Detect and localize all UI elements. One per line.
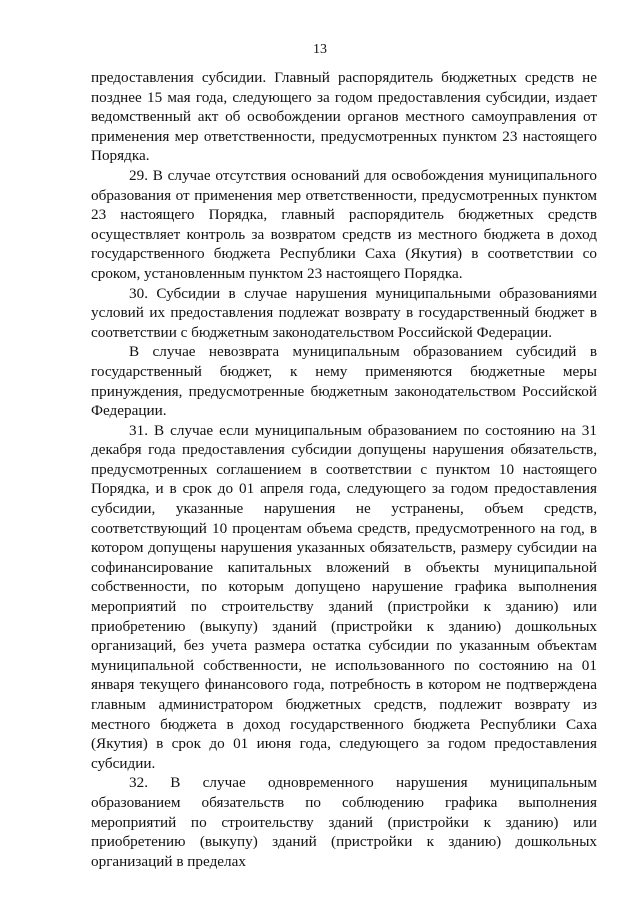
document-body bbox=[91, 68, 597, 871]
paragraph-32: 32. В случае одновременного нарушения муниципальным образованием обязательств по соблюдению графика выполнения мероприятий по строительству зданий (пристройки к зданию) или приобретению (выкупу) зданий (пристройки к зданию) дошкольных организаций в пределах bbox=[91, 774, 597, 870]
paragraph-31: 31. В случае если муниципальным образованием по состоянию на 31 декабря года предоставления субсидии допущены нарушения обязательств, предусмотренных соглашением в соответствии с пунктом 10 настоящего Порядка, и в срок до 01 апреля года, следующего за годом предоставления субсидии, указанные нарушения не устранены, объем средств, соответствующий 10 процентам объема средств, предусмотренного на год, в котором допущены нарушения указанных обязательств, размеру субсидии на софинансирование капитальных вложений в объекты муниципальной собственности, по которым допущено нарушение графика выполнения мероприятий по строительству зданий (пристройки к зданию) или приобретению (выкупу) зданий (пристройки к зданию) дошкольных организаций, без учета размера остатка субсидии по указанным объектам муниципальной собственности, не использованного по состоянию на 01 января текущего финансового года, потребность в котором не подтверждена главным администратором бюджетных средств, подлежит возврату из местного бюджета в доход государственного бюджета Республики Саха (Якутия) в срок до 01 июня года, следующего за годом предоставления субсидии. bbox=[91, 421, 597, 772]
page-number: 13 bbox=[313, 42, 327, 57]
paragraph-30: 30. Субсидии в случае нарушения муниципальными образованиями условий их предоставления подлежат возврату в государственный бюджет в соответствии с бюджетным законодательством Российской Федерации. bbox=[91, 284, 597, 341]
paragraph-non-return: В случае невозврата муниципальным образованием субсидий в государственный бюджет, к нему применяются бюджетные меры принуждения, предусмотренные бюджетным законодательством Российской Федерации. bbox=[91, 343, 597, 420]
paragraph-continuation: предоставления субсидии. Главный распорядитель бюджетных средств не позднее 15 мая года, следующего за годом предоставления субсидии, издает ведомственный акт об освобождении органов местного самоуправления от применения мер ответственности, предусмотренных пунктом 23 настоящего Порядка. bbox=[91, 69, 597, 165]
paragraph-29: 29. В случае отсутствия оснований для освобождения муниципального образования от применения мер ответственности, предусмотренных пунктом 23 настоящего Порядка, главный распорядитель бюджетных средств осуществляет контроль за возвратом средств из местного бюджета в доход государственного бюджета Республики Саха (Якутия) в соответствии со сроком, установленным пунктом 23 настоящего Порядка. bbox=[91, 166, 597, 282]
